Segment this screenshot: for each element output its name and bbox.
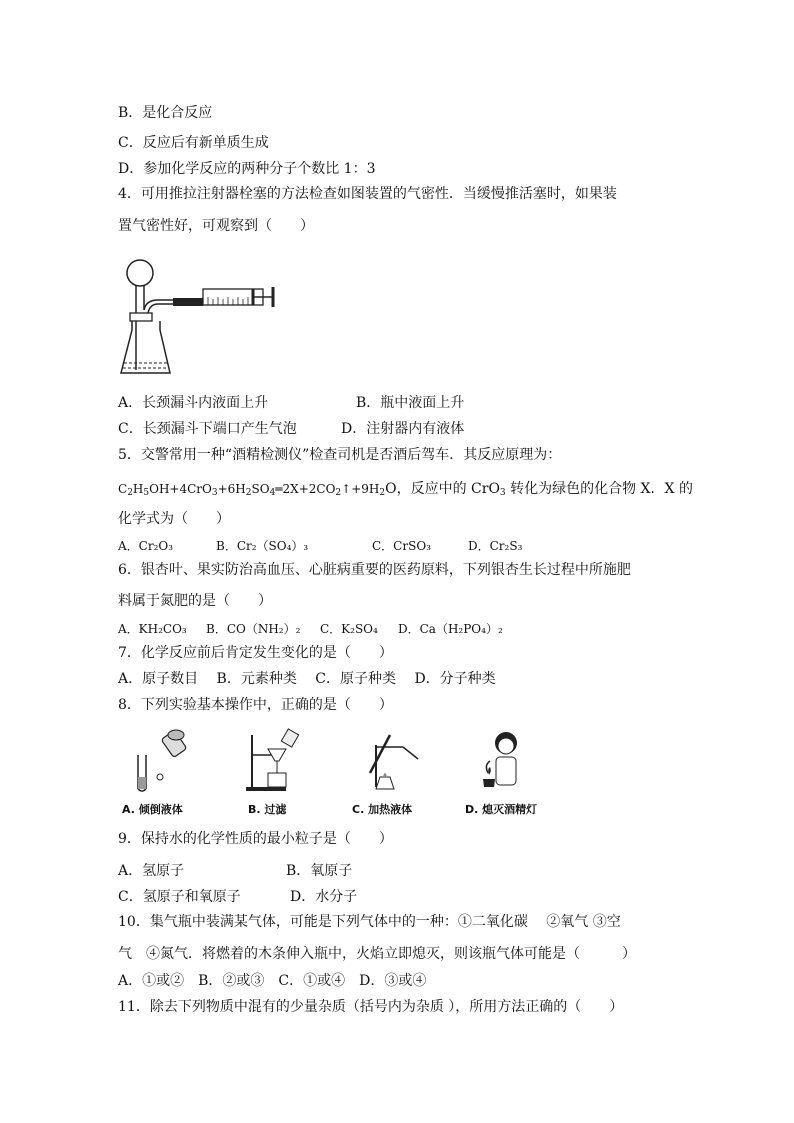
q10-options: A．①或② B．②或③ C．①或④ D．③或④ <box>118 973 427 989</box>
q6-stem-line2: 料属于氮肥的是（ ） <box>118 593 272 609</box>
q8-caption-a: A. 倾倒液体 <box>122 803 183 816</box>
airtightness-apparatus-figure <box>118 255 283 380</box>
q8-stem: 8．下列实验基本操作中，正确的是（ ） <box>118 697 393 713</box>
q3-option-c: C．反应后有新单质生成 <box>118 135 269 151</box>
q9-stem: 9．保持水的化学性质的最小粒子是（ ） <box>118 831 393 847</box>
q8-caption-c: C. 加热液体 <box>352 803 413 816</box>
q9-option-a: A．氢原子 <box>118 863 185 879</box>
q5-equation: $C_2H_5OH+4CrO_3+6H_2SO_4═2X+2CO_2↑+9H_2O$，反应中的 CrO$_3$ 转化为绿色的化合物 X．X 的 <box>118 481 693 498</box>
q10-stem-line2: 气 ④氮气．将燃着的木条伸入瓶中，火焰立即熄灭，则该瓶气体可能是（ ） <box>118 946 636 962</box>
q6-option-c: C．K₂SO₄ <box>320 622 378 636</box>
q6-option-b: B．CO（NH₂）₂ <box>206 622 301 636</box>
q4-option-a: A．长颈漏斗内液面上升 <box>118 395 269 411</box>
q5-option-c: C．CrSO₃ <box>372 539 431 553</box>
q4-stem-line1: 4．可用推拉注射器栓塞的方法检查如图装置的气密性．当缓慢推活塞时，如果装 <box>118 186 617 202</box>
q5-option-a: A．Cr₂O₃ <box>118 539 174 553</box>
q9-option-b: B．氧原子 <box>286 863 353 879</box>
pouring-liquid-drawing <box>138 730 187 791</box>
q4-option-d: D．注射器内有液体 <box>341 421 465 437</box>
q10-stem-line1: 10．集气瓶中装满某气体，可能是下列气体中的一种：①二氧化碳 ②氧气 ③空 <box>118 914 621 930</box>
heating-liquid-drawing <box>370 735 418 789</box>
extinguish-lamp-drawing <box>483 732 517 787</box>
q5-option-d: D．Cr₂S₃ <box>468 539 523 553</box>
q9-option-c: C．氢原子和氧原子 <box>118 889 241 905</box>
q3-option-b: B．是化合反应 <box>118 105 213 121</box>
q6-stem-line1: 6．银杏叶、果实防治高血压、心脏病重要的医药原料，下列银杏生长过程中所施肥 <box>118 562 631 578</box>
q11-stem: 11．除去下列物质中混有的少量杂质（括号内为杂质 ），所用方法正确的（ ） <box>118 999 624 1015</box>
q3-option-d: D．参加化学反应的两种分子个数比 1：3 <box>118 161 376 177</box>
filtration-drawing <box>246 729 299 791</box>
q5-option-b: B．Cr₂（SO₄）₃ <box>216 539 309 553</box>
q4-option-c: C．长颈漏斗下端口产生气泡 <box>118 421 297 437</box>
q5-stem-line3: 化学式为（ ） <box>118 511 230 527</box>
q4-stem-line2: 置气密性好，可观察到（ ） <box>118 218 314 234</box>
q4-option-b: B．瓶中液面上升 <box>356 395 465 411</box>
lab-operations-figure <box>118 725 558 795</box>
q5-stem-line1: 5．交警常用一种“酒精检测仪”检查司机是否酒后驾车．其反应原理为： <box>118 447 562 463</box>
q7-stem: 7．化学反应前后肯定发生变化的是（ ） <box>118 645 393 661</box>
q8-caption-b: B. 过滤 <box>248 803 287 816</box>
q7-options: A．原子数目 B．元素种类 C．原子种类 D．分子种类 <box>118 671 496 687</box>
q6-option-d: D．Ca（H₂PO₄）₂ <box>398 622 503 636</box>
q6-option-a: A．KH₂CO₃ <box>118 622 187 636</box>
q8-caption-d: D. 熄灭酒精灯 <box>465 803 538 816</box>
q9-option-d: D．水分子 <box>290 889 358 905</box>
